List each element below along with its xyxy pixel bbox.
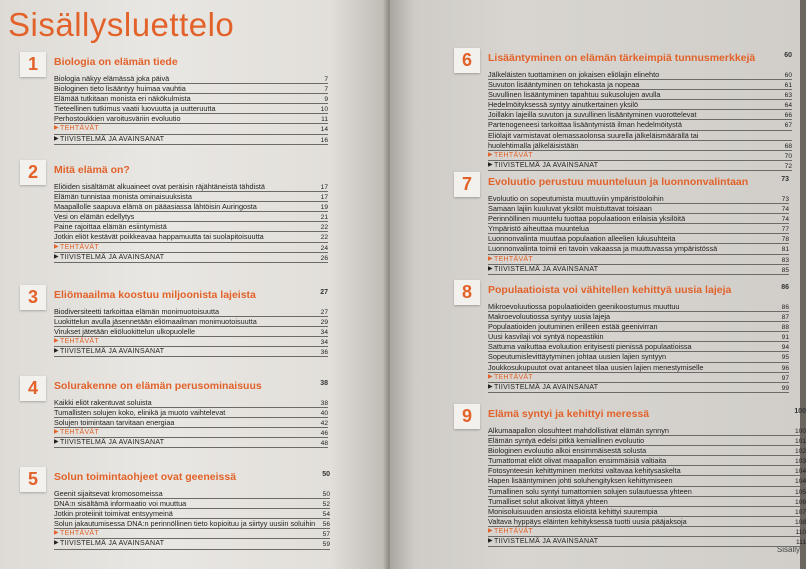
entry-title: Biologia näkyy elämässä joka päivä <box>54 74 170 83</box>
tiivistelma-label: TIIVISTELMÄ JA AVAINSANAT <box>60 253 165 261</box>
tiivistelma-label: TIIVISTELMÄ JA AVAINSANAT <box>494 161 599 169</box>
tehtavat-label: TEHTÄVÄT <box>494 373 533 381</box>
entry-title: Jotkin proteiinit toimivat entsyymeinä <box>54 509 173 519</box>
toc-entry[interactable] <box>488 204 789 214</box>
chapter-title[interactable]: Solun toimintaohjeet ovat geeneissä <box>54 471 237 483</box>
toc-entry[interactable] <box>488 244 789 254</box>
entry-page: 64 <box>784 102 792 110</box>
entry-page: 21 <box>320 214 328 222</box>
tiivistelma-page: 99 <box>781 384 789 392</box>
entry-list <box>488 194 789 275</box>
entry-page: 106 <box>794 498 806 506</box>
toc-entry[interactable] <box>488 446 806 456</box>
entry-title: Luonnonvalinta muuttaa populaation alleelien lukusuhteita <box>488 234 676 244</box>
tehtavat-page: 83 <box>781 256 789 264</box>
arrow-right-icon: ▶ <box>488 255 493 262</box>
tehtavat-entry[interactable] <box>54 529 330 539</box>
entry-page: 60 <box>784 72 792 79</box>
entry-page: 104 <box>794 478 806 486</box>
entry-page: 94 <box>781 344 789 352</box>
toc-entry[interactable] <box>488 466 806 476</box>
arrow-right-icon: ▶ <box>488 373 493 380</box>
entry-page: 38 <box>320 400 328 407</box>
entry-title: Virukset jätetään eliöluokittelun ulkopuolelle <box>54 327 196 337</box>
tehtavat-label: TEHTÄVÄT <box>60 429 99 437</box>
toc-entry[interactable] <box>488 90 792 100</box>
entry-title: Populaatioiden joutuminen erilleen estää geenivirran <box>488 322 658 332</box>
chapter-title-page: 38 <box>320 380 328 387</box>
chapter-title-page: 86 <box>781 284 789 291</box>
tiivistelma-entry[interactable] <box>54 438 328 448</box>
chapter-title[interactable]: Elämä syntyi ja kehittyi meressä <box>488 408 650 420</box>
entry-page: 86 <box>781 304 789 311</box>
toc-entry[interactable] <box>488 302 789 312</box>
toc-entry[interactable] <box>488 426 806 436</box>
entry-title: Eliölajit varmistavat olemassaolonsa suurella jälkeläismäärällä tai <box>488 130 699 140</box>
tehtavat-page: 70 <box>784 152 792 160</box>
toc-entry[interactable] <box>488 234 789 244</box>
toc-entry[interactable] <box>54 398 328 408</box>
toc-entry[interactable] <box>54 104 328 114</box>
chapter-number: 6 <box>454 48 480 73</box>
entry-page: 61 <box>784 82 792 90</box>
toc-entry[interactable] <box>54 232 328 242</box>
entry-page: 54 <box>322 511 330 519</box>
chapter-title-page: 73 <box>781 176 789 183</box>
entry-page: 68 <box>784 142 792 150</box>
entry-title: Eliöiden sisältämät alkuaineet ovat peräisin räjähtäneistä tähdistä <box>54 182 265 191</box>
entry-title: DNA:n sisältämä informaatio voi muuttua <box>54 499 187 509</box>
entry-title: Joillakin lajeilla suvuton ja suvullinen lisääntyminen vuorottelevat <box>488 110 697 120</box>
entry-title: Evoluutio on sopeutumista muuttuviin ympäristöoloihin <box>488 194 664 203</box>
arrow-right-icon: ▶ <box>54 253 59 260</box>
toc-entry[interactable] <box>488 497 806 507</box>
tehtavat-page: 110 <box>795 528 806 536</box>
entry-title: Biologinen tieto lisääntyy huimaa vauhtia <box>54 84 186 94</box>
arrow-right-icon: ▶ <box>488 151 493 158</box>
entry-page: 108 <box>794 518 806 526</box>
entry-page: 22 <box>320 234 328 242</box>
toc-entry[interactable] <box>54 519 330 529</box>
left-page <box>0 0 388 569</box>
tiivistelma-entry[interactable] <box>488 265 789 275</box>
tehtavat-label: TEHTÄVÄT <box>60 338 99 346</box>
entry-title: Suvuton lisääntyminen on tehokasta ja nopeaa <box>488 80 640 90</box>
entry-title: Suvullinen lisääntyminen tapahtuu sukusolujen avulla <box>488 90 661 100</box>
entry-page: 87 <box>781 314 789 322</box>
tiivistelma-page: 48 <box>320 440 328 448</box>
chapter-title-page: 100 <box>794 408 806 415</box>
toc-entry[interactable] <box>488 332 789 342</box>
tiivistelma-page: 16 <box>320 136 328 144</box>
chapter-title[interactable]: Lisääntyminen on elämän tärkeimpiä tunnusmerkkejä <box>488 52 756 64</box>
entry-page: 10 <box>320 106 328 114</box>
entry-title: Samaan lajiin kuuluvat yksilöt muistuttavat toisiaan <box>488 204 652 214</box>
toc-entry[interactable] <box>488 322 789 332</box>
tehtavat-page: 46 <box>320 430 328 438</box>
arrow-right-icon: ▶ <box>54 125 59 132</box>
entry-page: 22 <box>320 224 328 232</box>
entry-page: 103 <box>794 458 806 466</box>
tehtavat-label: TEHTÄVÄT <box>60 530 99 538</box>
toc-entry[interactable] <box>488 131 792 141</box>
entry-page: 50 <box>322 491 330 498</box>
tiivistelma-entry[interactable] <box>488 161 792 171</box>
toc-entry[interactable] <box>488 436 806 446</box>
toc-entry[interactable] <box>54 499 330 509</box>
entry-list <box>488 70 792 171</box>
entry-title: Perhostoukkien varoitusväriin evoluutio <box>54 114 181 124</box>
tiivistelma-label: TIIVISTELMÄ JA AVAINSANAT <box>494 383 599 391</box>
arrow-right-icon: ▶ <box>54 243 59 250</box>
arrow-right-icon: ▶ <box>54 439 59 446</box>
entry-page: 74 <box>781 216 789 224</box>
entry-list <box>488 426 806 547</box>
entry-title: Alkumaapallon olosuhteet mahdollistivat elämän synnyn <box>488 426 669 435</box>
entry-title: Tumalliset solut alkoivat liittyä yhteen <box>488 496 608 506</box>
toc-entry[interactable] <box>54 94 328 104</box>
entry-page: 73 <box>781 196 789 203</box>
entry-page: 63 <box>784 92 792 100</box>
toc-entry[interactable] <box>54 509 330 519</box>
tiivistelma-entry[interactable] <box>54 253 328 263</box>
tiivistelma-page: 59 <box>322 541 330 549</box>
toc-entry[interactable] <box>488 80 792 90</box>
entry-page: 77 <box>781 226 789 234</box>
toc-entry[interactable] <box>54 114 328 124</box>
entry-page: 34 <box>320 329 328 337</box>
arrow-right-icon: ▶ <box>54 348 59 355</box>
chapter-title[interactable]: Evoluutio perustuu muunteluun ja luonnonvalintaan <box>488 176 749 188</box>
tehtavat-entry[interactable] <box>488 373 789 383</box>
entry-title: Joukkosukupuutot ovat antaneet tilaa uusien lajien menestymiselle <box>488 362 704 372</box>
chapter-title[interactable]: Eliömaailma koostuu miljoonista lajeista <box>54 289 256 301</box>
entry-title: Biodiversiteetti tarkoittaa elämän monimuotoisuutta <box>54 307 220 316</box>
toc-entry[interactable] <box>54 182 328 192</box>
entry-title: Elämän syntyä edelsi pitkä kemiallinen evoluutio <box>488 436 645 446</box>
entry-title: Ympäristö aiheuttaa muuntelua <box>488 224 590 234</box>
tehtavat-entry[interactable] <box>54 428 328 438</box>
toc-entry[interactable] <box>54 202 328 212</box>
entry-page: 96 <box>781 364 789 372</box>
chapter-number: 3 <box>20 285 46 310</box>
chapter-number: 1 <box>20 52 46 77</box>
entry-page: 101 <box>794 438 806 446</box>
toc-entry[interactable] <box>54 307 328 317</box>
entry-page: 81 <box>781 246 789 254</box>
entry-page: 78 <box>781 236 789 244</box>
toc-entry[interactable] <box>488 487 806 497</box>
entry-page: 40 <box>320 410 328 418</box>
toc-entry[interactable] <box>488 507 806 517</box>
tehtavat-page: 24 <box>320 244 328 252</box>
entry-title: Sattuma vaikuttaa evoluution erityisesti pienissä populaatioissa <box>488 342 692 352</box>
tiivistelma-label: TIIVISTELMÄ JA AVAINSANAT <box>494 265 599 273</box>
entry-page: 95 <box>781 354 789 362</box>
chapter-number: 8 <box>454 280 480 305</box>
toc-entry[interactable] <box>54 408 328 418</box>
entry-title: huolehtimalla jälkeläisistään <box>488 140 579 150</box>
entry-title: Elämää tutkitaan monista eri näkökulmista <box>54 94 191 104</box>
tehtavat-label: TEHTÄVÄT <box>60 125 99 133</box>
entry-title: Hedelmöityksessä syntyy ainutkertainen yksilö <box>488 100 639 110</box>
toc-entry[interactable] <box>54 74 328 84</box>
toc-entry[interactable] <box>488 456 806 466</box>
arrow-right-icon: ▶ <box>54 540 59 547</box>
entry-title: Tumallisten solujen koko, elinikä ja muoto vaihtelevat <box>54 408 226 418</box>
entry-page: 52 <box>322 501 330 509</box>
tiivistelma-page: 111 <box>795 539 806 547</box>
entry-title: Solun jakautumisessa DNA:n perinnöllinen tieto kopioituu ja siirtyy uusiin soluihin <box>54 519 316 529</box>
chapter-title[interactable]: Mitä elämä on? <box>54 164 130 176</box>
toc-entry[interactable] <box>488 352 789 362</box>
entry-list <box>54 74 328 145</box>
entry-page: 102 <box>794 448 806 456</box>
arrow-right-icon: ▶ <box>54 135 59 142</box>
entry-title: Valtava hyppäys eläinten kehityksessä tuotti uusia pääjaksoja <box>488 516 687 526</box>
entry-title: Biologinen evoluutio alkoi ensimmäisestä solusta <box>488 446 647 456</box>
entry-page: 67 <box>784 122 792 130</box>
entry-title: Perinnöllinen muuntelu tuottaa populaatioon erilaisia yksilöitä <box>488 214 686 224</box>
entry-page: 107 <box>794 508 806 516</box>
entry-page: 7 <box>324 76 328 83</box>
arrow-right-icon: ▶ <box>488 527 493 534</box>
toc-entry[interactable] <box>54 418 328 428</box>
tiivistelma-label: TIIVISTELMÄ JA AVAINSANAT <box>60 135 165 143</box>
entry-page: 29 <box>320 319 328 327</box>
chapter-number: 9 <box>454 404 480 429</box>
toc-entry[interactable] <box>488 110 792 120</box>
chapter-number: 7 <box>454 172 480 197</box>
entry-list <box>54 398 328 448</box>
right-page <box>390 0 806 569</box>
tiivistelma-page: 72 <box>784 162 792 170</box>
entry-page: 17 <box>320 184 328 191</box>
entry-title: Tumallinen solu syntyi tumattomien solujen sulautuessa yhteen <box>488 486 692 496</box>
tiivistelma-page: 26 <box>320 254 328 262</box>
toc-entry[interactable] <box>54 84 328 94</box>
chapter-number: 2 <box>20 160 46 185</box>
tiivistelma-label: TIIVISTELMÄ JA AVAINSANAT <box>60 348 165 356</box>
entry-page: 104 <box>794 468 806 476</box>
toc-entry[interactable] <box>488 70 792 80</box>
entry-page: 19 <box>320 204 328 212</box>
entry-page: 7 <box>324 86 328 94</box>
tehtavat-entry[interactable] <box>488 255 789 265</box>
entry-title: Maapallolle saapuva elämä on pääasiassa lähtöisin Auringosta <box>54 202 257 212</box>
tiivistelma-entry[interactable] <box>488 383 789 393</box>
entry-title: Jälkeläisten tuottaminen on jokaisen eliölajin elinehto <box>488 70 660 79</box>
toc-entry[interactable] <box>54 489 330 499</box>
entry-title: Sopeutumislevittäytyminen johtaa uusien lajien syntyyn <box>488 352 667 362</box>
entry-title: Elämän tunnistaa monista ominaisuuksista <box>54 192 192 202</box>
toc-entry[interactable] <box>54 192 328 202</box>
entry-title: Partenogeneesi tarkoittaa lisääntymistä ilman hedelmöitystä <box>488 120 682 130</box>
chapter-title-page: 50 <box>322 471 330 478</box>
tehtavat-label: TEHTÄVÄT <box>60 243 99 251</box>
entry-page: 11 <box>321 116 328 124</box>
tiivistelma-entry[interactable] <box>54 135 328 145</box>
entry-title: Hapen lisääntyminen johti soluhengityksen kehittymiseen <box>488 476 673 486</box>
entry-title: Luokittelun avulla jäsennetään eliömaailman monimuotoisuutta <box>54 317 257 327</box>
entry-page: 88 <box>781 324 789 332</box>
page-title: Sisällysluettelo <box>8 6 235 43</box>
tehtavat-page: 34 <box>320 339 328 347</box>
edge-page-label: Sisälly <box>776 545 800 554</box>
entry-title: Paine rajoittaa elämän esiintymistä <box>54 222 167 232</box>
toc-entry[interactable] <box>488 363 789 373</box>
chapter-number: 5 <box>20 467 46 492</box>
chapter-title[interactable]: Biologia on elämän tiede <box>54 56 178 68</box>
entry-list <box>488 302 789 393</box>
tehtavat-page: 97 <box>781 374 789 382</box>
tehtavat-page: 57 <box>322 531 330 539</box>
toc-entry[interactable] <box>54 222 328 232</box>
entry-page: 91 <box>781 334 789 342</box>
tiivistelma-entry[interactable] <box>488 537 806 547</box>
tiivistelma-label: TIIVISTELMÄ JA AVAINSANAT <box>60 439 165 447</box>
entry-list <box>54 182 328 263</box>
tehtavat-label: TEHTÄVÄT <box>494 151 533 159</box>
toc-entry[interactable] <box>488 214 789 224</box>
toc-entry[interactable] <box>488 476 806 486</box>
entry-title: Kaikki eliöt rakentuvat soluista <box>54 398 152 407</box>
entry-page: 9 <box>324 96 328 104</box>
arrow-right-icon: ▶ <box>54 530 59 537</box>
entry-title: Monisoluisuuden ansiosta eliöistä kehittyi suurempia <box>488 506 658 516</box>
tehtavat-entry[interactable] <box>54 337 328 347</box>
tiivistelma-page: 36 <box>320 349 328 357</box>
toc-entry[interactable] <box>54 327 328 337</box>
chapter-number: 4 <box>20 376 46 401</box>
toc-entry[interactable] <box>488 312 789 322</box>
toc-entry[interactable] <box>488 120 792 130</box>
tiivistelma-entry[interactable] <box>54 539 330 549</box>
toc-entry[interactable] <box>488 517 806 527</box>
entry-title: Makroevoluutiossa syntyy uusia lajeja <box>488 312 611 322</box>
chapter-title[interactable]: Populaatioista voi vähitellen kehittyä uusia lajeja <box>488 284 732 296</box>
tehtavat-entry[interactable] <box>54 124 328 134</box>
tiivistelma-label: TIIVISTELMÄ JA AVAINSANAT <box>494 538 599 546</box>
tehtavat-label: TEHTÄVÄT <box>494 527 533 535</box>
toc-entry[interactable] <box>488 100 792 110</box>
arrow-right-icon: ▶ <box>54 429 59 436</box>
entry-title: Solujen toimintaan tarvitaan energiaa <box>54 418 175 428</box>
entry-list <box>54 307 328 357</box>
arrow-right-icon: ▶ <box>488 265 493 272</box>
entry-title: Luonnonvalinta toimii eri tavoin vakaassa ja muuttuvassa ympäristössä <box>488 244 718 254</box>
entry-page: 56 <box>322 521 330 529</box>
entry-title: Uusi kasvilaji voi syntyä nopeastikin <box>488 332 604 342</box>
chapter-title-page: 60 <box>784 52 792 59</box>
tehtavat-label: TEHTÄVÄT <box>494 255 533 263</box>
tehtavat-entry[interactable] <box>54 243 328 253</box>
toc-entry[interactable] <box>54 212 328 222</box>
entry-list <box>54 489 330 550</box>
entry-page: 42 <box>320 420 328 428</box>
toc-entry[interactable] <box>488 194 789 204</box>
entry-title: Tieteellinen tutkimus vaatii luovuutta ja uutteruutta <box>54 104 216 114</box>
entry-page: 27 <box>320 309 328 316</box>
tehtavat-entry[interactable] <box>488 527 806 537</box>
entry-page: 66 <box>784 112 792 120</box>
entry-page: 100 <box>794 428 806 435</box>
tiivistelma-page: 85 <box>781 266 789 274</box>
chapter-title[interactable]: Solurakenne on elämän perusominaisuus <box>54 380 262 392</box>
toc-entry[interactable] <box>54 317 328 327</box>
entry-title: Mikroevoluutiossa populaatioiden geenikoostumus muuttuu <box>488 302 680 311</box>
toc-entry[interactable] <box>488 141 792 151</box>
tiivistelma-label: TIIVISTELMÄ JA AVAINSANAT <box>60 540 165 548</box>
arrow-right-icon: ▶ <box>488 383 493 390</box>
entry-title: Vesi on elämän edellytys <box>54 212 135 222</box>
entry-title: Fotosynteesin kehittyminen merkitsi valtavaa kehitysaskelta <box>488 466 681 476</box>
chapter-title-page: 27 <box>320 289 328 296</box>
entry-title: Geenit sijaitsevat kromosomeissa <box>54 489 163 498</box>
entry-title: Tumattomat eliöt olivat maapallon ensimmäisiä valtiaita <box>488 456 667 466</box>
toc-entry[interactable] <box>488 224 789 234</box>
tehtavat-page: 14 <box>320 126 328 134</box>
arrow-right-icon: ▶ <box>488 538 493 545</box>
entry-title: Jotkin eliöt kestävät poikkeavaa happamuutta tai suolapitoisuutta <box>54 232 264 242</box>
entry-page: 17 <box>320 194 328 202</box>
arrow-right-icon: ▶ <box>54 338 59 345</box>
entry-page: 74 <box>781 206 789 214</box>
tehtavat-entry[interactable] <box>488 151 792 161</box>
tiivistelma-entry[interactable] <box>54 347 328 357</box>
entry-page: 105 <box>794 488 806 496</box>
arrow-right-icon: ▶ <box>488 161 493 168</box>
toc-entry[interactable] <box>488 342 789 352</box>
